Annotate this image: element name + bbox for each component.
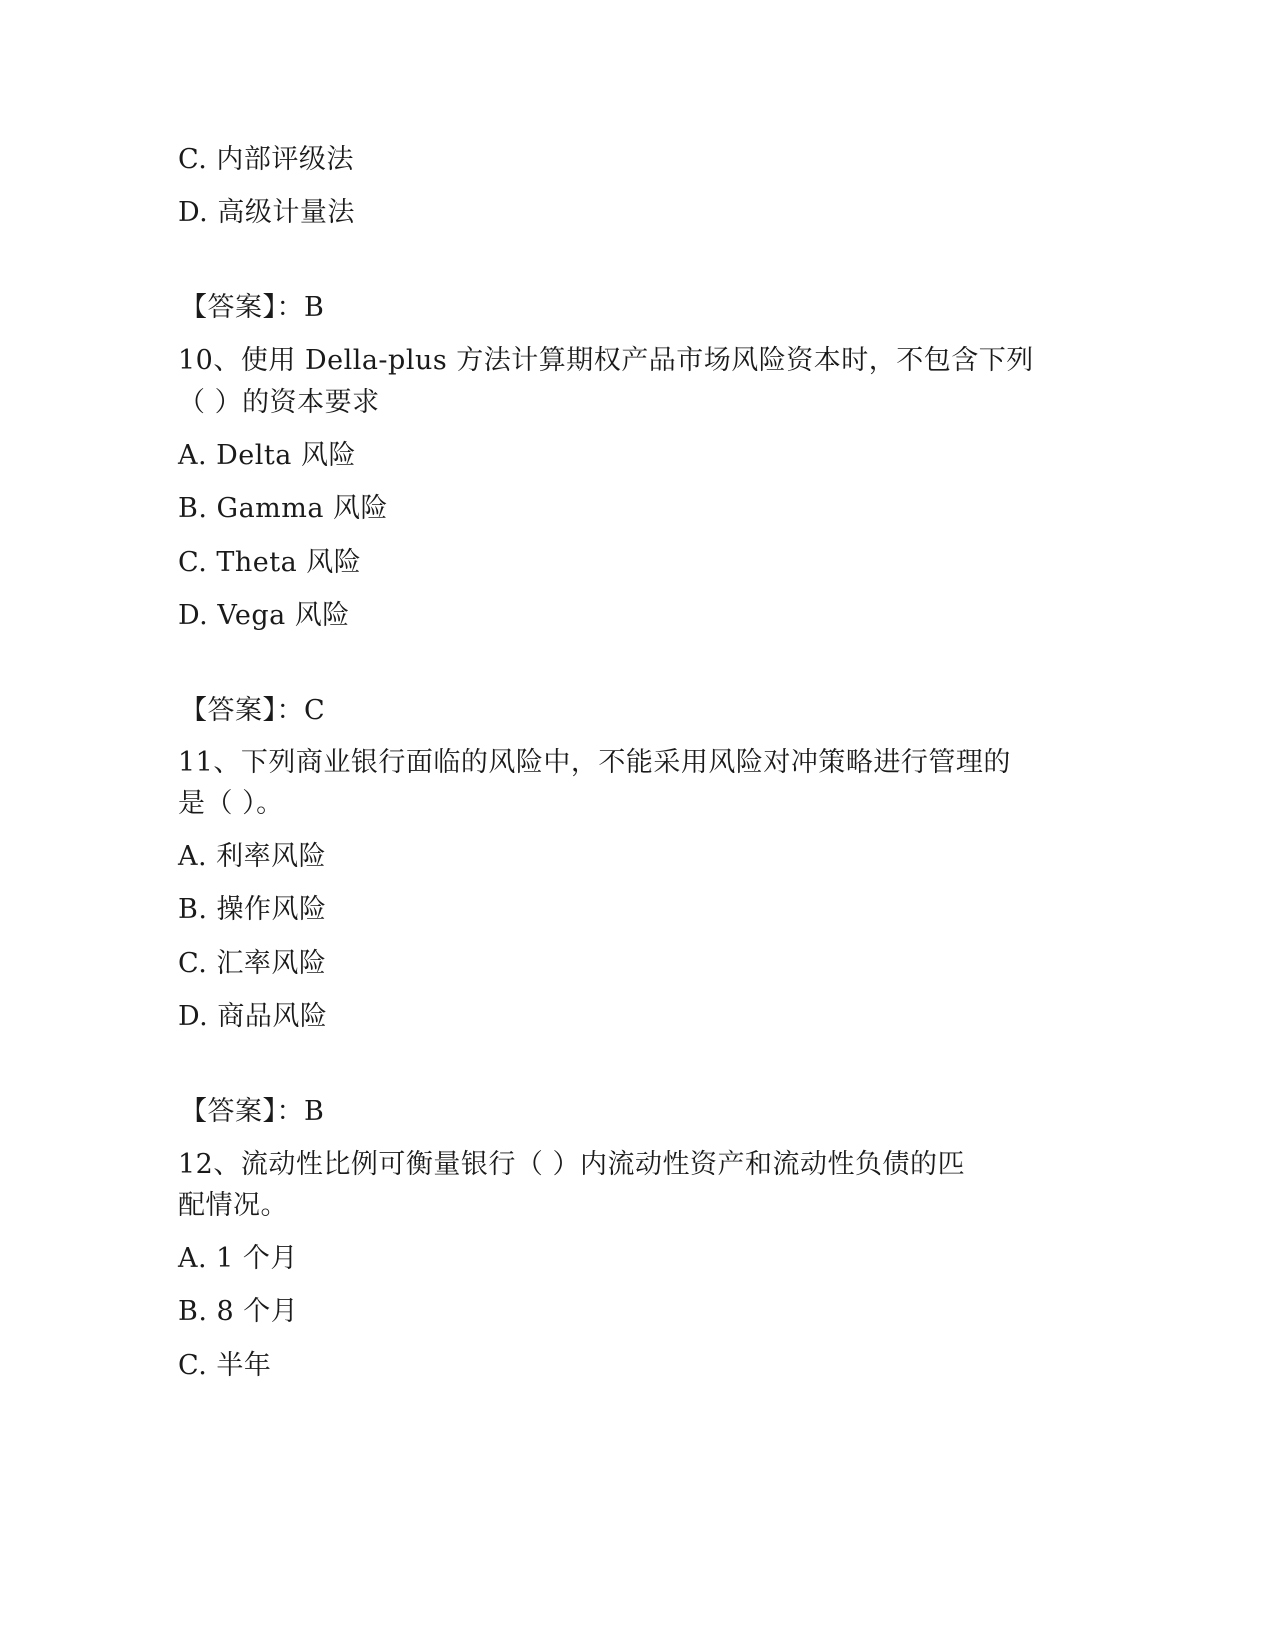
q11-option-d: D. 商品风险	[178, 1001, 328, 1032]
q12-option-c: C. 半年	[178, 1350, 272, 1381]
q10-option-c: C. Theta 风险	[178, 547, 362, 578]
q12-option-a: A. 1 个月	[178, 1243, 298, 1274]
q12-stem-line2: 配情况。	[178, 1190, 288, 1221]
q10-stem-line1: 10、使用 Della-plus 方法计算期权产品市场风险资本时，不包含下列	[178, 345, 1034, 376]
q9-option-d: D. 高级计量法	[178, 197, 355, 228]
q9-answer: 【答案】：B	[180, 292, 325, 323]
q11-stem-line1: 11、下列商业银行面临的风险中，不能采用风险对冲策略进行管理的	[178, 747, 1011, 778]
q10-answer: 【答案】：C	[180, 695, 326, 726]
q10-option-b: B. Gamma 风险	[178, 493, 389, 524]
q10-option-a: A. Delta 风险	[178, 440, 356, 471]
q12-option-b: B. 8 个月	[178, 1296, 299, 1327]
q12-stem-line1: 12、流动性比例可衡量银行（ ）内流动性资产和流动性负债的匹	[178, 1149, 965, 1180]
q11-stem-line2: 是（ ）。	[178, 788, 284, 819]
q9-option-c: C. 内部评级法	[178, 144, 354, 175]
q11-answer: 【答案】：B	[180, 1096, 325, 1127]
q10-option-d: D. Vega 风险	[178, 600, 350, 631]
q10-stem-line2: （ ）的资本要求	[178, 387, 380, 418]
q11-option-b: B. 操作风险	[178, 894, 327, 925]
q11-option-a: A. 利率风险	[178, 841, 327, 872]
q11-option-c: C. 汇率风险	[178, 948, 327, 979]
